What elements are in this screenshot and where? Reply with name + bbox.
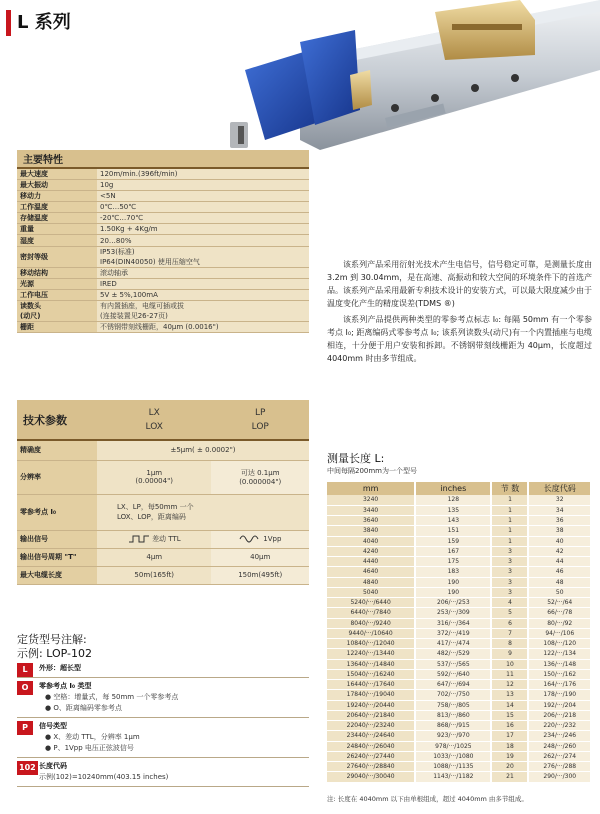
order-bullet-text: O、距离编码零参考点 bbox=[53, 704, 122, 712]
title-accent-bar bbox=[6, 10, 11, 36]
length-row bbox=[327, 751, 591, 761]
length-cell: 108/···/120 bbox=[528, 639, 591, 649]
length-cell: 3640 bbox=[327, 516, 415, 526]
length-cell: 164/···/176 bbox=[528, 680, 591, 690]
length-cell: 1 bbox=[491, 516, 528, 526]
length-cell: 3 bbox=[491, 546, 528, 556]
length-cell: 592/···/640 bbox=[415, 669, 491, 679]
length-cell: 276/···/288 bbox=[528, 762, 591, 772]
tech-value bbox=[97, 494, 309, 530]
spec-key-line: (动尺) bbox=[20, 311, 41, 320]
order-item bbox=[17, 678, 309, 718]
tech-key: 最大电缆长度 bbox=[17, 566, 97, 584]
tech-key: 分辨率 bbox=[17, 460, 97, 494]
length-row bbox=[327, 772, 591, 782]
length-cell: 1088/···/1135 bbox=[415, 762, 491, 772]
length-cell: 40 bbox=[528, 536, 591, 546]
length-cell: 813/···/860 bbox=[415, 710, 491, 720]
tech-col-label: LP bbox=[255, 407, 266, 418]
spec-value bbox=[97, 300, 309, 321]
order-code-list bbox=[17, 660, 309, 787]
tech-key: 零参考点 I₀ bbox=[17, 494, 97, 530]
order-item-bullet: ● 空格：增量式，每 50mm 一个零参考点 bbox=[45, 693, 179, 701]
length-cell: 537/···/565 bbox=[415, 659, 491, 669]
length-cell: 206/···/218 bbox=[528, 710, 591, 720]
spec-value: 120m/min.(396ft/min) bbox=[97, 168, 309, 180]
length-cell: 3 bbox=[491, 557, 528, 567]
tech-value-text: 差动 TTL bbox=[152, 535, 181, 543]
description-paragraph: 该系列产品采用衍射光技术产生电信号，信号稳定可靠，是测量长度由3.2m 到 30.04mm，是在高速、高振动和较大空间的环境条件下的首选产品。该系列产品采用最新专利技术设计的安装方式，可以最大限度减少由于温度变化产生的精度误差(TDMS ®) bbox=[327, 260, 592, 308]
spec-value-line: 有内置插座，电缆可插或拔 bbox=[100, 301, 184, 310]
length-table bbox=[327, 482, 592, 783]
length-cell: 19 bbox=[491, 751, 528, 761]
length-cell: 1143/···/1182 bbox=[415, 772, 491, 782]
length-cell: 38 bbox=[528, 526, 591, 536]
tech-header: 技术参数 bbox=[17, 400, 97, 440]
length-row bbox=[327, 557, 591, 567]
length-cell: 758/···/805 bbox=[415, 700, 491, 710]
length-cell: 94/···/106 bbox=[528, 628, 591, 638]
tech-col-label: LX bbox=[148, 407, 160, 418]
length-row bbox=[327, 741, 591, 751]
spec-value: 0℃…50℃ bbox=[97, 202, 309, 213]
tech-value: 40μm bbox=[211, 548, 309, 566]
length-cell: 135 bbox=[415, 505, 491, 515]
length-row bbox=[327, 628, 591, 638]
length-cell: 178/···/190 bbox=[528, 690, 591, 700]
length-cell: 5240/···/6440 bbox=[327, 598, 415, 608]
order-title: 定货型号注解: bbox=[17, 633, 87, 646]
length-cell: 4840 bbox=[327, 577, 415, 587]
length-row bbox=[327, 567, 591, 577]
length-cell: 190 bbox=[415, 587, 491, 597]
length-row bbox=[327, 710, 591, 720]
length-cell: 234/···/246 bbox=[528, 731, 591, 741]
tech-key: 输出信号周期 "T" bbox=[17, 548, 97, 566]
length-cell: 1033/···/1080 bbox=[415, 751, 491, 761]
length-row bbox=[327, 762, 591, 772]
length-row bbox=[327, 516, 591, 526]
length-row bbox=[327, 587, 591, 597]
length-cell: 10 bbox=[491, 659, 528, 669]
tech-value-line: LX、LP，每50mm 一个 bbox=[117, 503, 194, 511]
length-cell: 175 bbox=[415, 557, 491, 567]
length-col-header: inches bbox=[415, 482, 491, 495]
length-cell: 122/···/134 bbox=[528, 649, 591, 659]
length-cell: 14 bbox=[491, 700, 528, 710]
length-row bbox=[327, 649, 591, 659]
spec-key: 最大振动 bbox=[17, 180, 97, 191]
length-cell: 13 bbox=[491, 690, 528, 700]
length-cell: 868/···/915 bbox=[415, 721, 491, 731]
tech-col-label: LOX bbox=[145, 421, 163, 432]
length-cell: 17840/···/19040 bbox=[327, 690, 415, 700]
order-item-head: 外形：超长型 bbox=[39, 664, 81, 672]
length-cell: 5 bbox=[491, 608, 528, 618]
tech-value bbox=[97, 530, 211, 548]
length-cell: 32 bbox=[528, 495, 591, 505]
length-cell: 15 bbox=[491, 710, 528, 720]
length-cell: 6440/···/7840 bbox=[327, 608, 415, 618]
spec-key: 密封等级 bbox=[17, 246, 97, 267]
order-item bbox=[17, 758, 309, 787]
product-description bbox=[327, 258, 592, 368]
length-cell: 167 bbox=[415, 546, 491, 556]
length-cell: 20640/···/21840 bbox=[327, 710, 415, 720]
length-row bbox=[327, 536, 591, 546]
length-cell: 647/···/694 bbox=[415, 680, 491, 690]
spec-header: 主要特性 bbox=[17, 150, 309, 168]
length-row bbox=[327, 690, 591, 700]
order-bullet-text: 空格：增量式，每 50mm 一个零参考点 bbox=[53, 693, 179, 701]
length-cell: 36 bbox=[528, 516, 591, 526]
order-example: 示例: LOP-102 bbox=[17, 647, 92, 660]
tech-key: 输出信号 bbox=[17, 530, 97, 548]
tech-value bbox=[97, 460, 211, 494]
length-cell: 22040/···/23240 bbox=[327, 721, 415, 731]
order-item-bullet: ● P、1Vpp 电压正弦波信号 bbox=[45, 744, 134, 752]
order-item-bullet: ● O、距离编码零参考点 bbox=[45, 704, 122, 712]
order-item-bullet: ● X、差动 TTL，分辨率 1μm bbox=[45, 733, 140, 741]
spec-key: 存储温度 bbox=[17, 213, 97, 224]
length-cell: 3 bbox=[491, 567, 528, 577]
length-cell: 52/···/64 bbox=[528, 598, 591, 608]
length-cell: 13640/···/14840 bbox=[327, 659, 415, 669]
length-cell: 50 bbox=[528, 587, 591, 597]
length-cell: 290/···/300 bbox=[528, 772, 591, 782]
length-subtitle: 中间每隔200mm为一个型号 bbox=[327, 467, 417, 475]
spec-key: 工作温度 bbox=[17, 202, 97, 213]
tech-col-label: LOP bbox=[251, 421, 269, 432]
tech-value-line: 可达 0.1μm bbox=[240, 469, 280, 477]
length-cell: 4040 bbox=[327, 536, 415, 546]
order-item-sub: 示例(102)=10240mm(403.15 inches) bbox=[39, 773, 169, 781]
length-cell: 143 bbox=[415, 516, 491, 526]
length-cell: 15040/···/16240 bbox=[327, 669, 415, 679]
linear-encoder-illustration bbox=[190, 0, 600, 150]
tech-col-lp bbox=[211, 400, 309, 440]
length-col-header: 长度代码 bbox=[528, 482, 591, 495]
length-row bbox=[327, 639, 591, 649]
length-cell: 19240/···/20440 bbox=[327, 700, 415, 710]
tech-value bbox=[211, 460, 309, 494]
length-cell: 20 bbox=[491, 762, 528, 772]
length-cell: 16440/···/17640 bbox=[327, 680, 415, 690]
length-cell: 4640 bbox=[327, 567, 415, 577]
length-cell: 5040 bbox=[327, 587, 415, 597]
length-cell: 316/···/364 bbox=[415, 618, 491, 628]
length-col-header: 节 数 bbox=[491, 482, 528, 495]
length-cell: 3240 bbox=[327, 495, 415, 505]
length-cell: 128 bbox=[415, 495, 491, 505]
length-cell: 66/···/78 bbox=[528, 608, 591, 618]
spec-key: 栅距 bbox=[17, 321, 97, 332]
length-cell: 190 bbox=[415, 577, 491, 587]
length-cell: 46 bbox=[528, 567, 591, 577]
length-cell: 17 bbox=[491, 731, 528, 741]
spec-value bbox=[97, 246, 309, 267]
length-cell: 29040/···/30040 bbox=[327, 772, 415, 782]
spec-value-line: (连接装置见26-27页) bbox=[100, 311, 168, 320]
length-cell: 11 bbox=[491, 669, 528, 679]
length-cell: 482/···/529 bbox=[415, 649, 491, 659]
length-cell: 18 bbox=[491, 741, 528, 751]
square-wave-icon bbox=[128, 535, 150, 543]
order-item bbox=[17, 718, 309, 758]
length-row bbox=[327, 618, 591, 628]
length-cell: 372/···/419 bbox=[415, 628, 491, 638]
spec-value: 不锈钢带刻线栅距，40μm (0.0016") bbox=[97, 321, 309, 332]
length-cell: 26240/···/27440 bbox=[327, 751, 415, 761]
order-code-badge: L bbox=[17, 663, 33, 677]
spec-key-line: 读数头 bbox=[20, 301, 41, 310]
spec-key: 重量 bbox=[17, 224, 97, 235]
length-cell: 206/···/253 bbox=[415, 598, 491, 608]
length-cell: 262/···/274 bbox=[528, 751, 591, 761]
spec-value: 滚动轴承 bbox=[97, 267, 309, 278]
order-code-badge: O bbox=[17, 681, 33, 695]
length-cell: 27640/···/28840 bbox=[327, 762, 415, 772]
order-item-head: 零参考点 I₀ 类型 bbox=[39, 682, 92, 690]
length-cell: 4240 bbox=[327, 546, 415, 556]
length-cell: 1 bbox=[491, 526, 528, 536]
page-title: L 系列 bbox=[17, 12, 71, 33]
spec-key: 移动结构 bbox=[17, 267, 97, 278]
main-spec-table bbox=[17, 150, 309, 333]
length-row bbox=[327, 700, 591, 710]
spec-value: -20℃…70℃ bbox=[97, 213, 309, 224]
length-cell: 9 bbox=[491, 649, 528, 659]
length-cell: 80/···/92 bbox=[528, 618, 591, 628]
tech-col-lx bbox=[97, 400, 211, 440]
length-row bbox=[327, 669, 591, 679]
length-row bbox=[327, 731, 591, 741]
length-cell: 3440 bbox=[327, 505, 415, 515]
length-row bbox=[327, 577, 591, 587]
length-cell: 183 bbox=[415, 567, 491, 577]
length-cell: 34 bbox=[528, 505, 591, 515]
description-paragraph: 该系列产品提供两种类型的零参考点标志 I₀: 每隔 50mm 有一个零参考点 I₀; 距离编码式零参考点 I₀; 该系列读数头(动尺)有一个内置插座与电缆相连，十分便于用户安装和拆卸。不锈钢带刻线栅距为 40μm，长度超过 4040mm 时由多节组成。 bbox=[327, 315, 592, 363]
tech-value-line: (0.00004") bbox=[135, 477, 174, 485]
spec-value-line: IP53(标准) bbox=[100, 247, 135, 256]
tech-value: 150m(495ft) bbox=[211, 566, 309, 584]
tech-value: 50m(165ft) bbox=[97, 566, 211, 584]
length-row bbox=[327, 608, 591, 618]
length-row bbox=[327, 659, 591, 669]
spec-key: 最大速度 bbox=[17, 168, 97, 180]
tech-value-line: 1μm bbox=[146, 469, 163, 477]
sine-wave-icon bbox=[239, 535, 261, 543]
tech-value: ±5μm( ± 0.0002") bbox=[97, 440, 309, 460]
length-cell: 159 bbox=[415, 536, 491, 546]
length-row bbox=[327, 505, 591, 515]
length-cell: 978/···/1025 bbox=[415, 741, 491, 751]
length-cell: 42 bbox=[528, 546, 591, 556]
length-cell: 44 bbox=[528, 557, 591, 567]
order-item-head: 信号类型 bbox=[39, 722, 67, 730]
length-cell: 192/···/204 bbox=[528, 700, 591, 710]
tech-params-table bbox=[17, 400, 309, 585]
length-cell: 10840/···/12040 bbox=[327, 639, 415, 649]
length-cell: 21 bbox=[491, 772, 528, 782]
spec-key: 光源 bbox=[17, 278, 97, 289]
length-cell: 24840/···/26040 bbox=[327, 741, 415, 751]
length-cell: 4 bbox=[491, 598, 528, 608]
spec-key: 工作电压 bbox=[17, 289, 97, 300]
order-bullet-text: P、1Vpp 电压正弦波信号 bbox=[53, 744, 134, 752]
length-cell: 248/···/260 bbox=[528, 741, 591, 751]
order-item bbox=[17, 660, 309, 678]
length-cell: 23440/···/24640 bbox=[327, 731, 415, 741]
spec-key bbox=[17, 300, 97, 321]
order-item-head: 长度代码 bbox=[39, 762, 67, 770]
spec-value-line: IP64(DIN40050) 使用压缩空气 bbox=[100, 257, 200, 266]
tech-value bbox=[211, 530, 309, 548]
tech-value-line: LOX、LOP，距离编码 bbox=[117, 513, 186, 521]
length-title: 测量长度 L: bbox=[327, 452, 385, 465]
length-cell: 253/···/309 bbox=[415, 608, 491, 618]
spec-value: 10g bbox=[97, 180, 309, 191]
tech-value-text: 1Vpp bbox=[263, 535, 282, 543]
tech-value: 4μm bbox=[97, 548, 211, 566]
spec-key: 湿度 bbox=[17, 235, 97, 246]
length-cell: 3 bbox=[491, 587, 528, 597]
length-cell: 220/···/232 bbox=[528, 721, 591, 731]
length-note: 注: 长度在 4040mm 以下由单根组成，超过 4040mm 由多节组成。 bbox=[327, 795, 528, 803]
length-col-header: mm bbox=[327, 482, 415, 495]
length-cell: 12240/···/13440 bbox=[327, 649, 415, 659]
length-cell: 151 bbox=[415, 526, 491, 536]
length-cell: 3 bbox=[491, 577, 528, 587]
length-cell: 48 bbox=[528, 577, 591, 587]
length-row bbox=[327, 546, 591, 556]
length-cell: 1 bbox=[491, 495, 528, 505]
spec-value: 5V ± 5%,100mA bbox=[97, 289, 309, 300]
spec-value: 20…80% bbox=[97, 235, 309, 246]
length-cell: 9440/···/10640 bbox=[327, 628, 415, 638]
length-cell: 150/···/162 bbox=[528, 669, 591, 679]
length-cell: 8 bbox=[491, 639, 528, 649]
length-cell: 136/···/148 bbox=[528, 659, 591, 669]
length-row bbox=[327, 495, 591, 505]
length-table-body bbox=[327, 495, 591, 782]
spec-value: IRED bbox=[97, 278, 309, 289]
length-cell: 923/···/970 bbox=[415, 731, 491, 741]
spec-key: 移动力 bbox=[17, 191, 97, 202]
order-code-badge: P bbox=[17, 721, 33, 735]
length-cell: 16 bbox=[491, 721, 528, 731]
length-cell: 702/···/750 bbox=[415, 690, 491, 700]
order-bullet-text: X、差动 TTL，分辨率 1μm bbox=[53, 733, 140, 741]
length-cell: 4440 bbox=[327, 557, 415, 567]
length-row bbox=[327, 598, 591, 608]
length-cell: 6 bbox=[491, 618, 528, 628]
length-cell: 12 bbox=[491, 680, 528, 690]
length-cell: 3840 bbox=[327, 526, 415, 536]
length-row bbox=[327, 680, 591, 690]
tech-value-line: (0.000004") bbox=[239, 478, 282, 486]
order-code-badge: 102 bbox=[17, 761, 38, 775]
tech-key: 精确度 bbox=[17, 440, 97, 460]
length-cell: 8040/···/9240 bbox=[327, 618, 415, 628]
length-row bbox=[327, 526, 591, 536]
spec-value: 1.50Kg + 4Kg/m bbox=[97, 224, 309, 235]
length-cell: 1 bbox=[491, 505, 528, 515]
length-cell: 7 bbox=[491, 628, 528, 638]
length-cell: 417/···/474 bbox=[415, 639, 491, 649]
length-row bbox=[327, 721, 591, 731]
spec-value: <5N bbox=[97, 191, 309, 202]
length-cell: 1 bbox=[491, 536, 528, 546]
